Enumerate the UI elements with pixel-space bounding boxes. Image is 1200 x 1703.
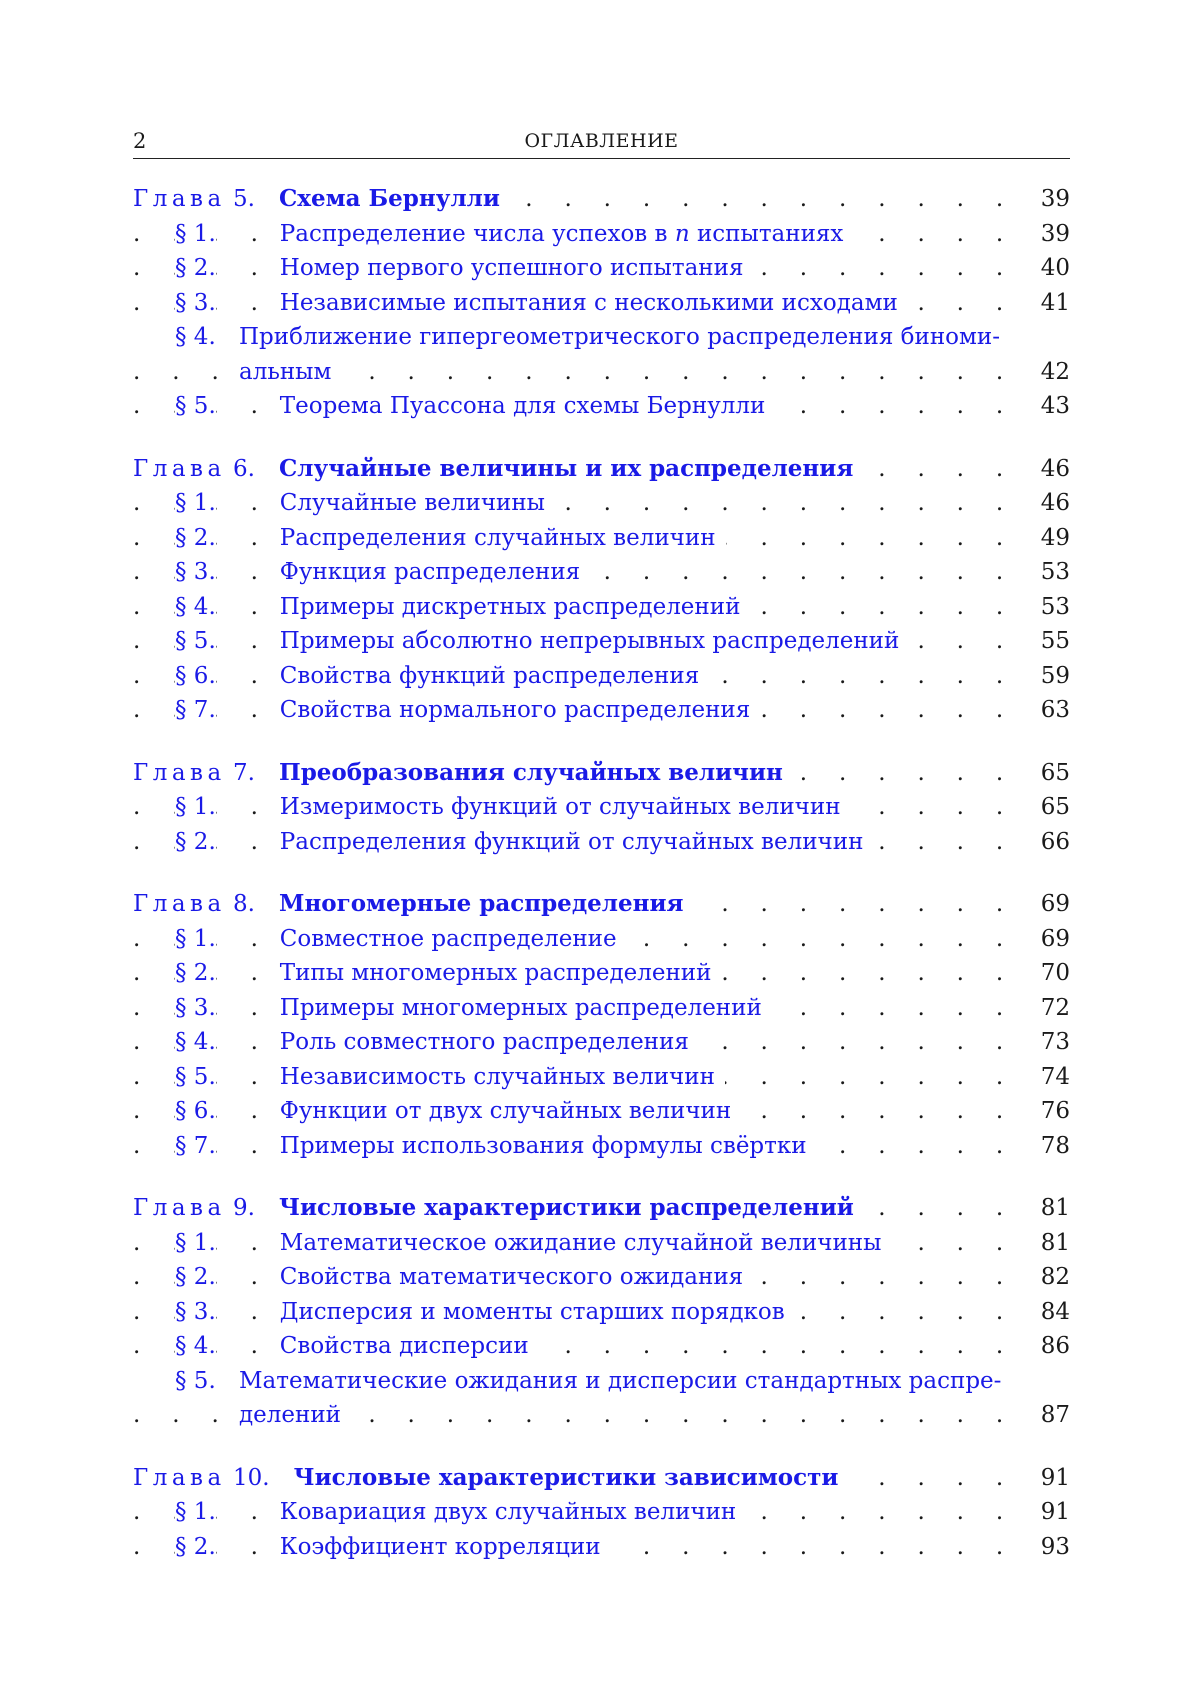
page-ref: 69 (1035, 922, 1070, 957)
chapter-number[interactable]: 7. (233, 759, 255, 786)
section-title[interactable]: Свойства функций распределения (280, 659, 709, 694)
page-ref: 93 (1035, 1530, 1070, 1565)
section-number[interactable]: § 3. (175, 555, 216, 590)
section-number[interactable]: § 7. (175, 1129, 216, 1164)
chapter-entry[interactable] (133, 887, 1070, 922)
section-title[interactable]: Свойства дисперсии (280, 1329, 539, 1364)
page-ref: 53 (1035, 590, 1070, 625)
section-title[interactable]: Функция распределения (280, 555, 590, 590)
chapter-label[interactable]: Глава (133, 759, 226, 786)
section-number[interactable]: § 2. (175, 825, 216, 860)
section-number[interactable]: § 1. (175, 1495, 216, 1530)
chapter-entry[interactable] (133, 182, 1070, 217)
section-number[interactable]: § 3. (175, 1295, 216, 1330)
section-number[interactable]: § 5. (175, 1367, 216, 1394)
page-ref: 69 (1035, 887, 1070, 922)
section-entry[interactable] (133, 1530, 1070, 1565)
page-ref: 43 (1035, 389, 1070, 424)
section-title[interactable]: Распределение числа успехов в n испытаниях (280, 217, 854, 252)
section-title[interactable]: Примеры абсолютно непрерывных распределений (280, 624, 910, 659)
section-entry[interactable] (133, 624, 1070, 659)
section-title[interactable]: Математические ожидания и дисперсии стандартных распре- (239, 1367, 1002, 1394)
chapter-title[interactable]: Преобразования случайных величин (278, 758, 783, 786)
page-ref: 63 (1035, 693, 1070, 728)
page-ref: 82 (1035, 1260, 1070, 1295)
section-entry[interactable] (133, 1495, 1070, 1530)
page-ref: 81 (1035, 1226, 1070, 1261)
section-number[interactable]: § 2. (175, 956, 216, 991)
section-number[interactable]: § 5. (175, 624, 216, 659)
section-entry[interactable] (133, 1226, 1070, 1261)
section-title[interactable]: Совместное распределение (280, 922, 627, 957)
page-ref: 49 (1035, 521, 1070, 556)
section-entry[interactable] (133, 825, 1070, 860)
section-entry[interactable] (133, 486, 1070, 521)
section-entry[interactable] (133, 251, 1070, 286)
leader-dots (133, 486, 1028, 521)
page-ref: 42 (1035, 355, 1070, 390)
page-ref: 40 (1035, 251, 1070, 286)
section-entry[interactable] (133, 1060, 1070, 1095)
section-entry[interactable] (133, 521, 1070, 556)
section-number[interactable]: § 5. (175, 1060, 216, 1095)
section-title[interactable]: Роль совместного распределения (280, 1025, 699, 1060)
section-number[interactable]: § 1. (175, 217, 216, 252)
page-ref: 41 (1035, 286, 1070, 321)
toc-chapter (133, 887, 1070, 1163)
section-entry[interactable] (133, 991, 1070, 1026)
page-header (133, 128, 1070, 159)
section-entry-continuation[interactable] (133, 1398, 1070, 1433)
section-entry[interactable] (133, 1364, 1070, 1399)
chapter-number[interactable]: 8. (233, 891, 255, 917)
page-ref: 70 (1035, 956, 1070, 991)
section-number[interactable]: § 4. (175, 1329, 216, 1364)
section-title[interactable]: Коэффициент корреляции (280, 1530, 611, 1565)
section-title[interactable]: Примеры многомерных распределений (280, 991, 772, 1026)
section-entry[interactable] (133, 956, 1070, 991)
toc-chapter (133, 452, 1070, 728)
section-number[interactable]: § 1. (175, 922, 216, 957)
section-number[interactable]: § 4. (175, 324, 216, 350)
page-ref: 46 (1035, 486, 1070, 521)
chapter-entry[interactable] (133, 756, 1070, 791)
section-number[interactable]: § 2. (175, 251, 216, 286)
page-ref: 65 (1035, 756, 1070, 791)
page-ref: 78 (1035, 1129, 1070, 1164)
section-entry[interactable] (133, 590, 1070, 625)
section-title[interactable]: Номер первого успешного испытания (280, 251, 754, 286)
section-entry[interactable] (133, 659, 1070, 694)
chapter-title[interactable]: Числовые характеристики зависимости (293, 1463, 839, 1491)
page-ref: 72 (1035, 991, 1070, 1026)
page-ref: 39 (1035, 217, 1070, 252)
section-entry[interactable] (133, 1129, 1070, 1164)
page-ref: 65 (1035, 790, 1070, 825)
section-number[interactable]: § 5. (175, 389, 216, 424)
section-entry[interactable] (133, 1329, 1070, 1364)
section-entry[interactable] (133, 217, 1070, 252)
section-number[interactable]: § 2. (175, 521, 216, 556)
section-title[interactable]: Приближение гипергеометрического распределения биноми- (239, 324, 1001, 350)
section-title[interactable]: Независимость случайных величин (280, 1060, 725, 1095)
section-title[interactable]: Дисперсия и моменты старших порядков (280, 1295, 795, 1330)
chapter-number[interactable]: 10. (233, 1464, 270, 1491)
page-ref: 86 (1035, 1329, 1070, 1364)
section-entry[interactable] (133, 1025, 1070, 1060)
chapter-label[interactable]: Глава (133, 891, 226, 917)
page-ref: 74 (1035, 1060, 1070, 1095)
section-entry[interactable] (133, 1260, 1070, 1295)
section-title[interactable]: Случайные величины (280, 486, 555, 521)
page-ref: 39 (1035, 182, 1070, 217)
section-title-continuation[interactable]: альным (239, 355, 341, 390)
chapter-label[interactable]: Глава (133, 1464, 226, 1491)
section-number[interactable]: § 1. (175, 1226, 216, 1261)
page-ref: 73 (1035, 1025, 1070, 1060)
page-ref: 53 (1035, 555, 1070, 590)
chapter-title[interactable]: Многомерные распределения (278, 890, 684, 917)
chapter-number[interactable]: 5. (233, 186, 255, 212)
page-ref: 55 (1035, 624, 1070, 659)
section-entry[interactable] (133, 555, 1070, 590)
section-title[interactable]: Теорема Пуассона для схемы Бернулли (280, 389, 776, 424)
table-of-contents (133, 182, 1070, 1592)
section-title[interactable]: Ковариация двух случайных величин (280, 1495, 747, 1530)
section-title-continuation[interactable]: делений (239, 1398, 351, 1433)
toc-chapter (133, 756, 1070, 860)
section-title[interactable]: Измеримость функций от случайных величин (280, 790, 851, 825)
toc-chapter (133, 1461, 1070, 1565)
leader-dots (133, 1329, 1028, 1364)
chapter-number[interactable]: 9. (233, 1195, 255, 1221)
section-entry[interactable] (133, 389, 1070, 424)
page-ref: 76 (1035, 1094, 1070, 1129)
chapter-title[interactable]: Числовые характеристики распределений (278, 1194, 854, 1221)
section-title[interactable]: Свойства нормального распределения (280, 693, 760, 728)
section-title[interactable]: Типы многомерных распределений (280, 956, 722, 991)
toc-chapter (133, 182, 1070, 424)
chapter-label[interactable]: Глава (133, 186, 226, 212)
section-title[interactable]: Независимые испытания с несколькими исходами (280, 286, 908, 321)
section-title[interactable]: Распределения функций от случайных величин (280, 825, 874, 860)
section-number[interactable]: § 2. (175, 1260, 216, 1295)
chapter-label[interactable]: Глава (133, 1195, 226, 1221)
chapter-label[interactable]: Глава (133, 455, 226, 482)
section-title[interactable]: Примеры использования формулы свёртки (280, 1129, 817, 1164)
chapter-title[interactable]: Случайные величины и их распределения (278, 454, 854, 482)
chapter-entry[interactable] (133, 1461, 1070, 1496)
toc-chapter (133, 1191, 1070, 1433)
chapter-entry[interactable] (133, 452, 1070, 487)
page-number: 2 (133, 129, 147, 153)
section-title[interactable]: Функции от двух случайных величин (280, 1094, 741, 1129)
section-title[interactable]: Математическое ожидание случайной величины (280, 1226, 892, 1261)
math-variable: n (674, 220, 690, 247)
section-entry[interactable] (133, 320, 1070, 355)
section-entry[interactable] (133, 1295, 1070, 1330)
section-number[interactable]: § 7. (175, 693, 216, 728)
page-ref: 81 (1035, 1191, 1070, 1226)
page-ref: 59 (1035, 659, 1070, 694)
section-number[interactable]: § 1. (175, 790, 216, 825)
section-entry[interactable] (133, 1094, 1070, 1129)
section-title[interactable]: Свойства математического ожидания (280, 1260, 753, 1295)
section-number[interactable]: § 3. (175, 991, 216, 1026)
page-ref: 84 (1035, 1295, 1070, 1330)
page-ref: 66 (1035, 825, 1070, 860)
section-number[interactable]: § 4. (175, 590, 216, 625)
section-number[interactable]: § 6. (175, 1094, 216, 1129)
section-number[interactable]: § 3. (175, 286, 216, 321)
section-number[interactable]: § 2. (175, 1530, 216, 1565)
page-ref: 87 (1035, 1398, 1070, 1433)
chapter-number[interactable]: 6. (233, 455, 255, 482)
chapter-entry[interactable] (133, 1191, 1070, 1226)
section-entry[interactable] (133, 922, 1070, 957)
running-head: ОГЛАВЛЕНИЕ (524, 130, 679, 152)
section-title[interactable]: Распределения случайных величин (280, 521, 726, 556)
page-ref: 91 (1035, 1461, 1070, 1496)
page-ref: 46 (1035, 452, 1070, 487)
page-ref: 91 (1035, 1495, 1070, 1530)
section-number[interactable]: § 6. (175, 659, 216, 694)
section-title[interactable]: Примеры дискретных распределений (280, 590, 751, 625)
section-entry[interactable] (133, 286, 1070, 321)
section-entry[interactable] (133, 693, 1070, 728)
chapter-title[interactable]: Схема Бернулли (278, 185, 500, 212)
section-entry[interactable] (133, 790, 1070, 825)
section-number[interactable]: § 4. (175, 1025, 216, 1060)
section-number[interactable]: § 1. (175, 486, 216, 521)
section-entry-continuation[interactable] (133, 355, 1070, 390)
